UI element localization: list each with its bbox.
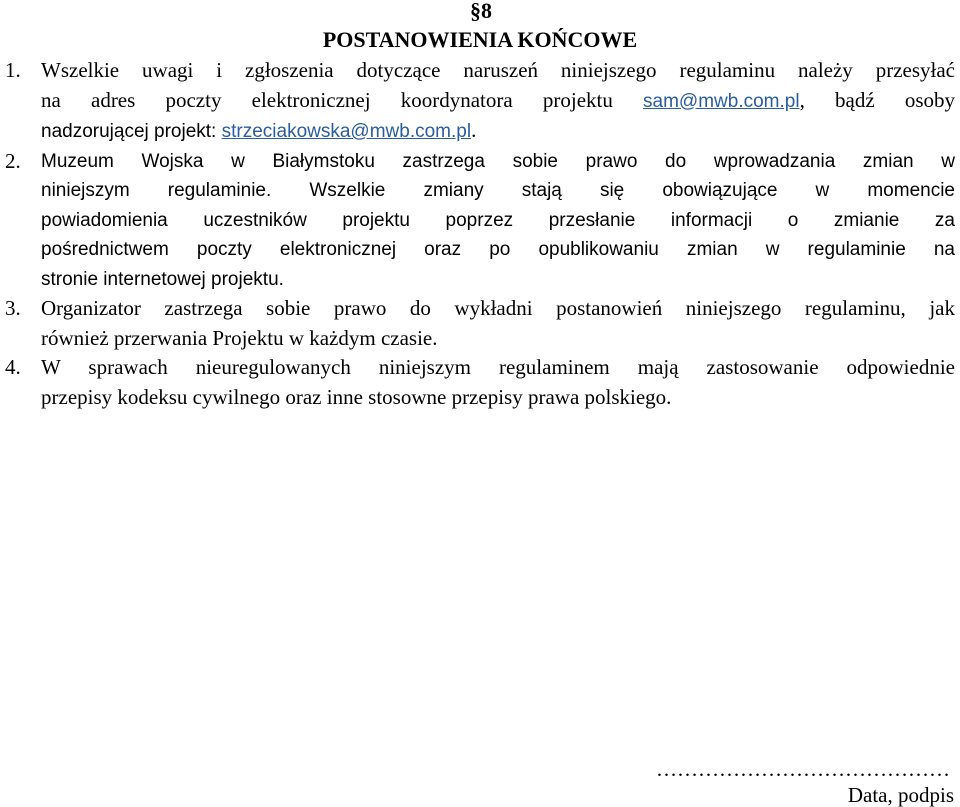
provision-line: powiadomienia uczestników projektu poprzez przesłanie informacji o zmianie za <box>41 209 955 231</box>
provision-line: nadzorującej projekt: strzeciakowska@mwb.com.pl. <box>41 118 477 142</box>
provision-line: przepisy kodeksu cywilnego oraz inne stosowne przepisy prawa polskiego. <box>41 384 672 409</box>
signature-line: …………………………………… <box>656 757 950 781</box>
provision-item-4 <box>0 353 960 412</box>
provision-item-3 <box>0 294 960 353</box>
email-link-supervisor[interactable]: strzeciakowska@mwb.com.pl <box>221 121 472 142</box>
provision-item-1 <box>0 56 960 147</box>
provision-line: Organizator zastrzega sobie prawo do wykładni postanowień niniejszego regulaminu, jak <box>41 296 955 320</box>
provision-number: 4. <box>5 355 21 379</box>
provisions-list <box>0 56 960 412</box>
provision-line: Wszelkie uwagi i zgłoszenia dotyczące naruszeń niniejszego regulaminu należy przesyłać <box>41 58 955 82</box>
email-link-coordinator[interactable]: sam@mwb.com.pl <box>643 90 800 112</box>
provision-text <box>41 353 955 412</box>
provision-text <box>41 147 955 295</box>
provision-number: 3. <box>5 296 21 320</box>
provision-text <box>41 56 955 147</box>
provision-item-2 <box>0 147 960 295</box>
signature-label: Data, podpis <box>847 783 954 807</box>
provision-line: na adres poczty elektronicznej koordynatora projektu sam@mwb.com.pl, bądź osoby <box>41 87 955 112</box>
provision-number: 2. <box>5 148 21 173</box>
provision-line: W sprawach nieuregulowanych niniejszym regulaminem mają zastosowanie odpowiednie <box>41 355 955 379</box>
provision-number: 1. <box>5 58 21 82</box>
section-title: POSTANOWIENIA KOŃCOWE <box>322 27 638 52</box>
provision-text <box>41 294 955 353</box>
provision-line: również przerwania Projektu w każdym czasie. <box>41 325 438 350</box>
provision-line: pośrednictwem poczty elektronicznej oraz po opublikowaniu zmian w regulaminie na <box>41 239 955 260</box>
provision-line: niniejszym regulaminie. Wszelkie zmiany stają się obowiązujące w momencie <box>41 180 955 201</box>
section-number: §8 <box>470 0 492 23</box>
provision-line: stronie internetowej projektu. <box>41 268 284 290</box>
provision-line: Muzeum Wojska w Białymstoku zastrzega sobie prawo do wprowadzania zmian w <box>41 150 955 172</box>
